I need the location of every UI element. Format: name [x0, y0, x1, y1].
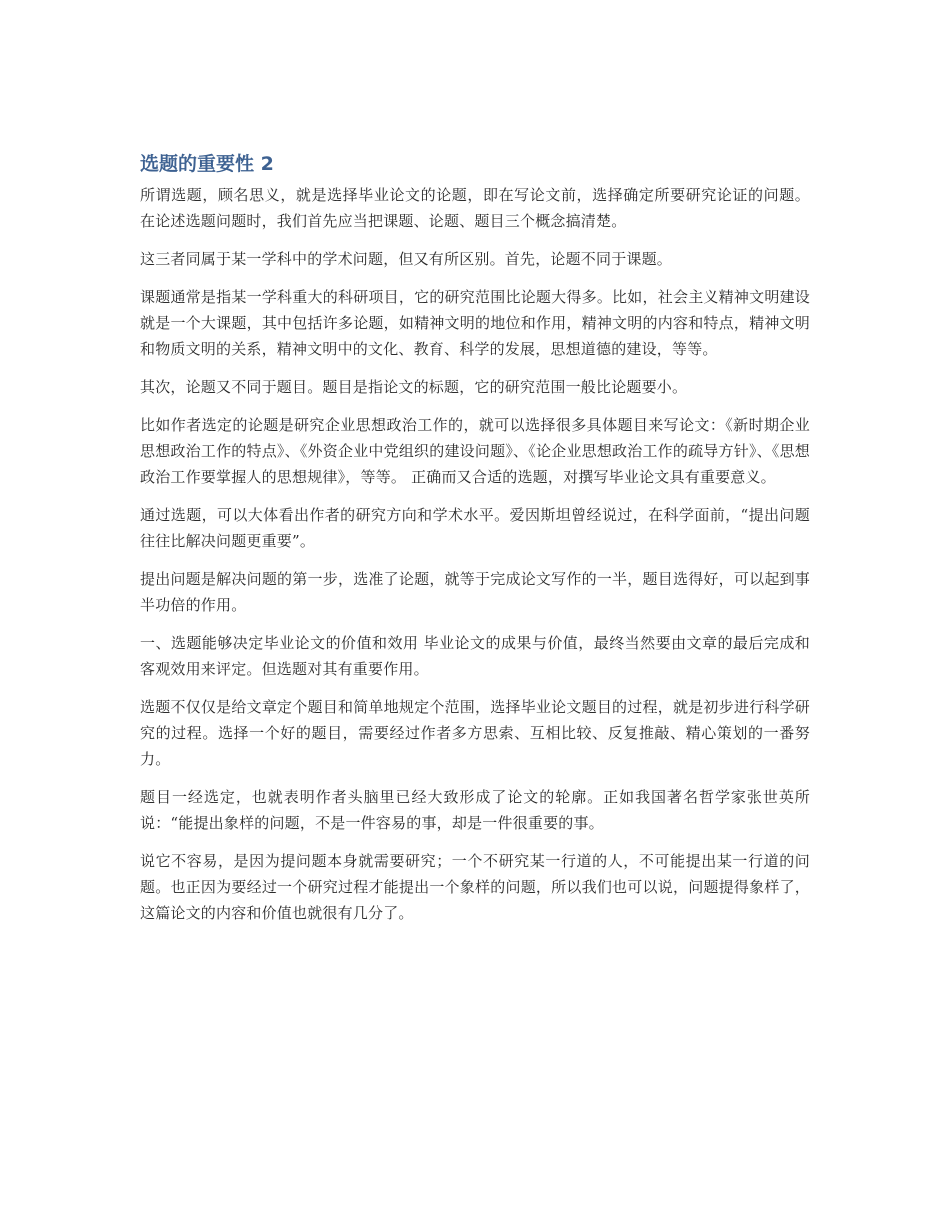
- paragraph-11: 说它不容易，是因为提问题本身就需要研究；一个不研究某一行道的人，不可能提出某一行道的问题。也正因为要经过一个研究过程才能提出一个象样的问题，所以我们也可以说，问题提得象样了，这篇论文的内容和价值也就很有几分了。: [140, 852, 810, 922]
- document-title: 选题的重要性 2: [140, 153, 274, 175]
- paragraph-5: 比如作者选定的论题是研究企业思想政治工作的，就可以选择很多具体题目来写论文：《新时期企业思想政治工作的特点》、《外资企业中党组织的建设问题》、《论企业思想政治工作的疏导方针》、《思想政治工作要掌握人的思想规律》，等等。 正确而又合适的选题，对撰写毕业论文具有重要意义。: [140, 416, 810, 486]
- paragraph-4: 其次，论题又不同于题目。题目是指论文的标题，它的研究范围一般比论题要小。: [140, 378, 688, 396]
- paragraph-10: 题目一经选定，也就表明作者头脑里已经大致形成了论文的轮廓。正如我国著名哲学家张世英所说：“能提出象样的问题，不是一件容易的事，却是一件很重要的事。: [140, 788, 810, 832]
- paragraph-3: 课题通常是指某一学科重大的科研项目，它的研究范围比论题大得多。比如，社会主义精神文明建设就是一个大课题，其中包括许多论题，如精神文明的地位和作用，精神文明的内容和特点，精神文明和物质文明的关系，精神文明中的文化、教育、科学的发展，思想道德的建设，等等。: [140, 288, 810, 358]
- paragraph-9: 选题不仅仅是给文章定个题目和简单地规定个范围，选择毕业论文题目的过程，就是初步进行科学研究的过程。选择一个好的题目，需要经过作者多方思索、互相比较、反复推敲、精心策划的一番努力。: [140, 698, 810, 768]
- document-page: [140, 150, 810, 938]
- paragraph-6: 通过选题，可以大体看出作者的研究方向和学术水平。爱因斯坦曾经说过，在科学面前，“提出问题往往比解决问题更重要”。: [140, 506, 810, 550]
- paragraph-8: 一、选题能够决定毕业论文的价值和效用 毕业论文的成果与价值，最终当然要由文章的最后完成和客观效用来评定。但选题对其有重要作用。: [140, 634, 810, 678]
- paragraph-1: 所谓选题，顾名思义，就是选择毕业论文的论题，即在写论文前，选择确定所要研究论证的问题。 在论述选题问题时，我们首先应当把课题、论题、题目三个概念搞清楚。: [140, 186, 810, 230]
- paragraph-2: 这三者同属于某一学科中的学术问题，但又有所区别。首先，论题不同于课题。: [140, 250, 673, 268]
- paragraph-7: 提出问题是解决问题的第一步，选准了论题，就等于完成论文写作的一半，题目选得好，可以起到事半功倍的作用。: [140, 570, 810, 614]
